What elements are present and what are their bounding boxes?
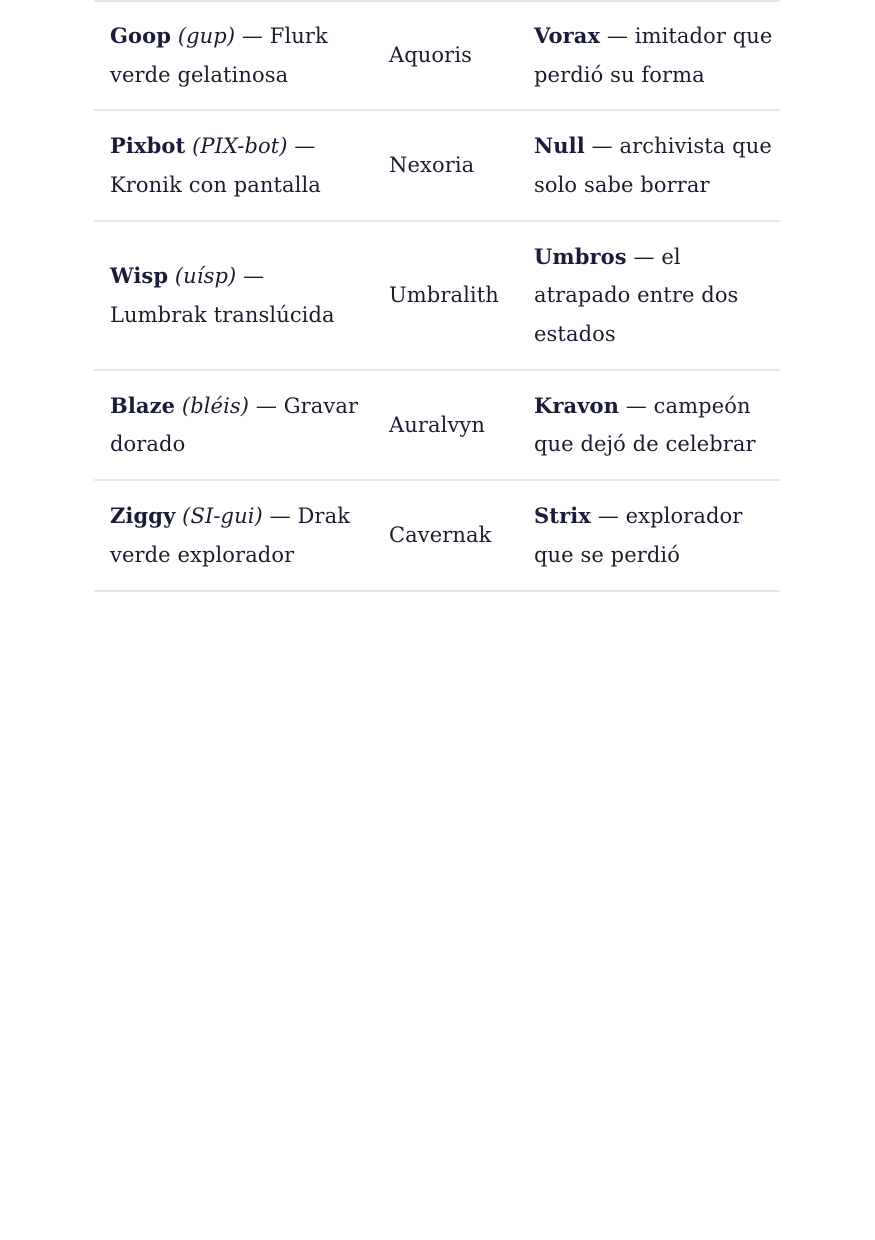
villain-description: archivista que solo sabe borrar [534, 134, 772, 197]
villain-name: Strix [534, 503, 591, 528]
villain-cell [518, 238, 780, 354]
separator: — [255, 393, 277, 418]
character-cell [94, 127, 373, 204]
separator: — [241, 24, 264, 48]
character-pronunciation: (PIX-bot) [192, 134, 288, 158]
villain-name: Vorax [534, 23, 601, 48]
table-row [94, 2, 780, 111]
villain-description: imitador que perdió su forma [534, 24, 773, 87]
character-cell [94, 497, 373, 574]
villain-cell [518, 17, 780, 94]
villain-name: Null [534, 133, 585, 158]
character-cell [94, 17, 373, 94]
world-cell: Cavernak [389, 523, 492, 548]
separator: — [591, 134, 613, 158]
separator: — [294, 134, 316, 158]
character-name: Goop [110, 23, 172, 48]
world-cell: Umbralith [389, 283, 499, 308]
separator: — [269, 504, 291, 528]
character-pronunciation: (bléis) [181, 393, 250, 418]
character-description: Gravar dorado [110, 393, 359, 456]
separator: — [606, 24, 628, 48]
character-description: Lumbrak translúcida [110, 302, 335, 327]
world-cell: Aquoris [389, 43, 473, 68]
separator: — [597, 504, 619, 528]
character-description: Kronik con pantalla [110, 172, 321, 197]
character-pronunciation: (uísp) [174, 264, 237, 288]
separator: — [625, 393, 647, 418]
character-name: Wisp [110, 263, 169, 288]
character-name: Pixbot [110, 133, 186, 158]
villain-name: Umbros [534, 243, 627, 269]
character-description: Flurk verde gelatinosa [110, 24, 328, 87]
villain-cell [518, 387, 780, 464]
villain-description: campeón que dejó de celebrar [534, 393, 756, 456]
villain-cell [518, 497, 780, 574]
character-table [94, 0, 780, 592]
character-name: Ziggy [110, 503, 176, 528]
separator: — [633, 244, 655, 269]
villain-description: explorador que se perdió [534, 504, 743, 567]
character-cell [94, 387, 373, 464]
character-pronunciation: (gup) [177, 24, 236, 48]
table-row [94, 222, 780, 371]
world-cell: Nexoria [389, 153, 475, 178]
villain-description: el atrapado entre dos estados [534, 244, 739, 346]
character-cell [94, 257, 373, 334]
separator: — [243, 264, 265, 288]
villain-cell [518, 127, 780, 204]
table-row [94, 481, 780, 592]
table-row [94, 371, 780, 481]
character-pronunciation: (SI-gui) [182, 504, 263, 528]
character-description: Drak verde explorador [110, 504, 351, 567]
villain-name: Kravon [534, 392, 619, 418]
table-row [94, 111, 780, 222]
character-name: Blaze [110, 392, 176, 418]
world-cell: Auralvyn [389, 412, 486, 437]
